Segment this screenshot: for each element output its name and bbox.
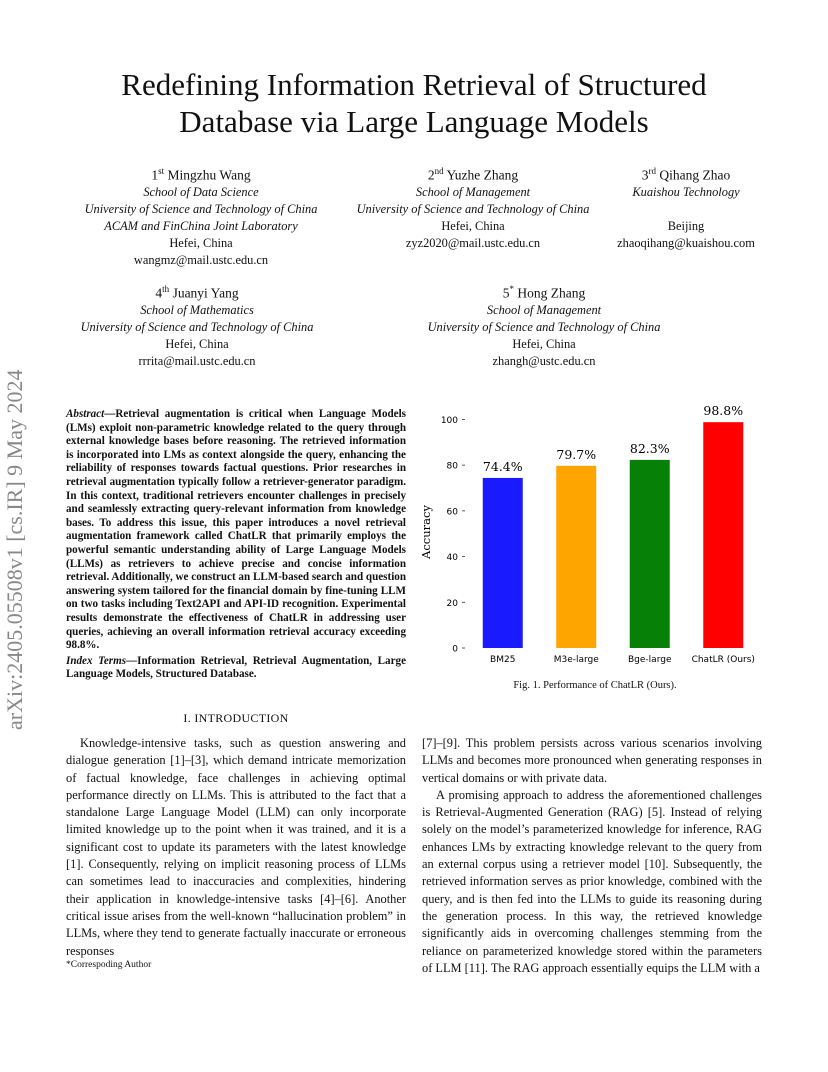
intro-paragraph-2: A promising approach to address the aforementioned challenges is Retrieval-Augmented Generation (RAG) [5]. Instead of relying solely on the model’s parameterized knowledge for inference, RAG enhances LMs by extracting knowledge relevant to the query from an external corpus using a retriever model [10]. Subsequently, the retrieved information serves as prior knowledge, combined with the query, and is then fed into the LLMs to guide its reasoning during the generation process. In this way, the retrieved knowledge significantly aids in overcoming challenges stemming from the reliance on parameterized knowledge stored within the parameters of LLM [11]. The RAG approach essentially equips the LLM with a bbox=[422, 787, 762, 975]
paper-title bbox=[0, 66, 828, 140]
author-5 bbox=[410, 281, 678, 370]
bar-value-label: 74.4% bbox=[482, 458, 523, 474]
author-institution: Kuaishou Technology bbox=[632, 184, 740, 199]
author-institution: University of Science and Technology of China bbox=[427, 319, 661, 334]
author-email: zhangh@ustc.edu.cn bbox=[492, 353, 596, 368]
author-ordinal-sup: * bbox=[509, 284, 514, 294]
title-line-2: Database via Large Language Models bbox=[179, 104, 649, 139]
author-dept: School of Data Science bbox=[143, 184, 259, 199]
y-tick-label: 100 bbox=[440, 415, 458, 426]
author-ordinal: 2 bbox=[427, 167, 435, 183]
accuracy-bar-chart bbox=[418, 398, 768, 670]
author-lab: ACAM and FinChina Joint Laboratory bbox=[104, 218, 298, 233]
bar-value-label: 79.7% bbox=[556, 446, 597, 462]
intro-paragraph-continued: [7]–[9]. This problem persists across various scenarios involving LLMs and becomes more pronounced when generating responses in vertical domains or with private data. bbox=[422, 736, 762, 785]
author-city: Hefei, China bbox=[512, 336, 576, 351]
abstract-paragraph bbox=[66, 408, 406, 653]
author-name: Juanyi Yang bbox=[172, 285, 239, 301]
footnote: *Correspoding Author bbox=[66, 960, 152, 970]
author-name: Mingzhu Wang bbox=[167, 167, 251, 183]
title-line-1: Redefining Information Retrieval of Structured bbox=[121, 67, 707, 102]
index-terms-text: —Information Retrieval, Retrieval Augmentation, Large Language Models, Structured Database. bbox=[66, 654, 406, 681]
figure-caption: Fig. 1. Performance of ChatLR (Ours). bbox=[513, 680, 677, 691]
author-institution: University of Science and Technology of China bbox=[80, 319, 314, 334]
author-email: wangmz@mail.ustc.edu.cn bbox=[133, 252, 269, 267]
section-heading: I. INTRODUCTION bbox=[183, 711, 289, 725]
abstract bbox=[66, 408, 406, 682]
x-tick-label: M3e-large bbox=[553, 655, 599, 665]
x-tick-label: Bge-large bbox=[628, 655, 672, 665]
author-spacer bbox=[606, 201, 766, 218]
author-ordinal: 1 bbox=[151, 167, 159, 183]
y-tick-label: 0 bbox=[452, 644, 458, 655]
y-tick-label: 40 bbox=[446, 553, 458, 564]
author-1 bbox=[66, 163, 336, 269]
bar-value-label: 98.8% bbox=[703, 403, 744, 419]
y-axis-label: Accuracy bbox=[419, 505, 433, 559]
author-dept: School of Management bbox=[486, 302, 602, 317]
author-dept: School of Management bbox=[415, 184, 531, 199]
author-ordinal-sup: st bbox=[158, 166, 165, 176]
intro-left-column bbox=[66, 735, 406, 960]
y-tick-label: 60 bbox=[446, 507, 458, 518]
author-city: Hefei, China bbox=[165, 336, 229, 351]
author-city: Hefei, China bbox=[441, 218, 505, 233]
author-city: Beijing bbox=[667, 218, 705, 233]
abstract-label: Abstract bbox=[66, 408, 105, 420]
bar-bge-large bbox=[630, 460, 670, 648]
author-email: zhaoqihang@kuaishou.com bbox=[617, 235, 755, 250]
y-tick-label: 80 bbox=[446, 461, 458, 472]
index-terms bbox=[66, 655, 406, 682]
intro-right-column bbox=[422, 735, 762, 977]
author-ordinal: 5 bbox=[502, 285, 510, 301]
author-3 bbox=[606, 163, 766, 252]
author-4 bbox=[66, 281, 328, 370]
x-tick-label: BM25 bbox=[490, 655, 516, 665]
author-name: Yuzhe Zhang bbox=[446, 167, 519, 183]
author-ordinal-sup: th bbox=[162, 284, 170, 294]
bar-chatlr-ours bbox=[703, 422, 743, 648]
author-name: Hong Zhang bbox=[517, 285, 586, 301]
author-email: rrrita@mail.ustc.edu.cn bbox=[138, 353, 256, 368]
bar-value-label: 82.3% bbox=[629, 440, 670, 456]
author-dept: School of Mathematics bbox=[140, 302, 254, 317]
author-ordinal: 3 bbox=[641, 167, 649, 183]
author-name: Qihang Zhao bbox=[659, 167, 731, 183]
author-ordinal-sup: rd bbox=[648, 166, 656, 176]
abstract-text: —Retrieval augmentation is critical when Language Models (LMs) exploit non-parametric knowledge related to the query through external knowledge bases before reasoning. The retrieved information is incorporated into LMs as context alongside the query, enhancing the reliability of responses towards factual questions. Prior researches in retrieval augmentation typically follow a retriever-generator paradigm. In this context, traditional retrievers encounter challenges in precisely and seamlessly extracting query-relevant information from knowledge bases. To address this issue, this paper introduces a novel retrieval augmentation framework called ChatLR that primarily employs the powerful semantic understanding ability of Large Language Models (LLMs) as retrievers to achieve precise and concise information retrieval. Additionally, we construct an LLM-based search and question answering system tailored for the financial domain by fine-tuning LLM on two tasks including Text2API and API-ID recognition. Experimental results demonstrate the effectiveness of ChatLR in addressing user queries, achieving an overall information retrieval accuracy exceeding 98.8%. bbox=[66, 408, 406, 652]
author-city: Hefei, China bbox=[169, 235, 233, 250]
bar-bm25 bbox=[483, 478, 523, 648]
author-institution: University of Science and Technology of China bbox=[84, 201, 318, 216]
arxiv-watermark: arXiv:2405.05508v1 [cs.IR] 9 May 2024 bbox=[2, 369, 27, 730]
intro-paragraph-1: Knowledge-intensive tasks, such as question answering and dialogue generation [1]–[3], which demand intricate memorization of factual knowledge, face challenges in achieving optimal performance directly on LLMs. This is attributed to the fact that a standalone Large Language Model (LLM) can only incorporate limited knowledge up to the point when it was trained, and it is a significant cost to update its parameters with the latest knowledge [1]. Consequently, relying on implicit reasoning process of LLMs can sometimes lead to inaccuracies and complexities, hindering their application in knowledge-intensive tasks [4]–[6]. Another critical issue arises from the well-known “hallucination problem” in LLMs, where they tend to generate factually inaccurate or erroneous responses bbox=[66, 736, 406, 958]
index-terms-label: Index Terms bbox=[66, 654, 127, 667]
author-ordinal: 4 bbox=[155, 285, 163, 301]
author-ordinal-sup: nd bbox=[434, 166, 444, 176]
y-tick-label: 20 bbox=[446, 598, 458, 609]
author-email: zyz2020@mail.ustc.edu.cn bbox=[405, 235, 541, 250]
author-2 bbox=[340, 163, 606, 252]
bar-m3e-large bbox=[556, 466, 596, 648]
author-institution: University of Science and Technology of China bbox=[356, 201, 590, 216]
chart-bars bbox=[483, 403, 744, 648]
x-tick-label: ChatLR (Ours) bbox=[691, 655, 755, 665]
